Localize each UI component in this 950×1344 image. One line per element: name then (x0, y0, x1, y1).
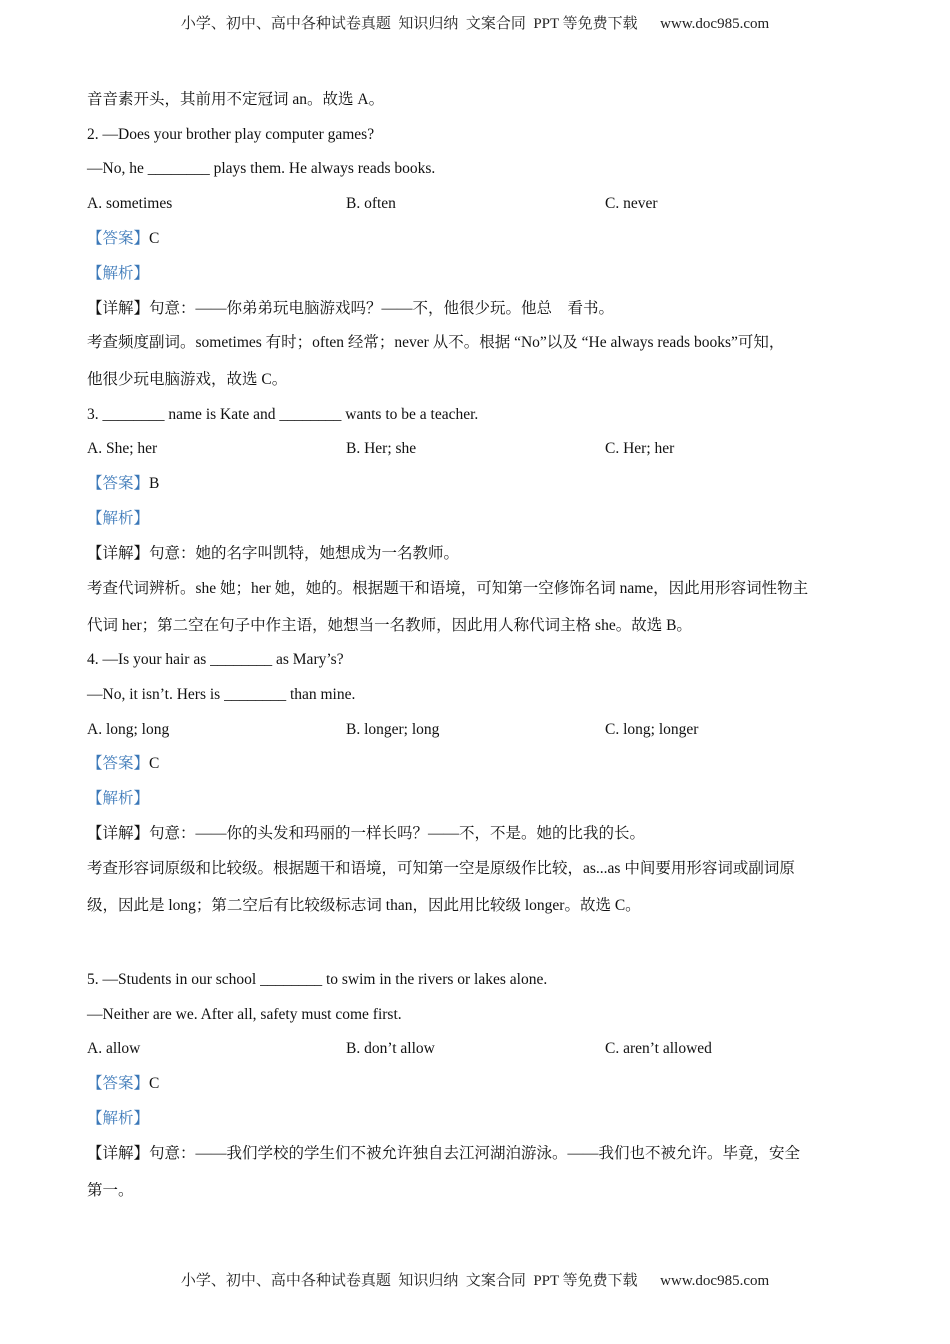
option-c: C. Her; her (605, 440, 675, 457)
question-stem-line: —No, he ________ plays them. He always reads books. (87, 160, 436, 177)
analysis-line (87, 1109, 149, 1129)
detail-line (87, 1144, 800, 1164)
detail-line: 考查形容词原级和比较级。根据题干和语境，可知第一空是原级作比较，as...as 中间要用形容词或副词原 (87, 860, 795, 877)
detail-line: 代词 her；第二空在句子中作主语，她想当一名教师，因此用人称代词主格 she。故选 B。 (87, 617, 692, 634)
detail-line: 考查代词辨析。she 她；her 她，她的。根据题干和语境，可知第一空修饰名词 name，因此用形容词性物主 (87, 580, 809, 597)
detail-line (87, 299, 614, 319)
analysis-line (87, 264, 149, 284)
option-b: B. often (346, 195, 396, 212)
question-stem-line: 4. —Is your hair as ________ as Mary’s? (87, 651, 344, 668)
answer-label: 【答案】 (87, 475, 150, 492)
answer-label: 【答案】 (87, 1075, 150, 1092)
answer-line (87, 474, 159, 494)
option-b: B. longer; long (346, 721, 440, 738)
answer-value: C (149, 755, 160, 772)
option-a: A. long; long (87, 721, 170, 738)
question-stem-line: 3. ________ name is Kate and ________ wants to be a teacher. (87, 406, 479, 423)
detail-line: 他很少玩电脑游戏，故选 C。 (87, 371, 288, 388)
question-stem-line: 2. —Does your brother play computer games? (87, 126, 375, 143)
option-b: B. Her; she (346, 440, 417, 457)
option-c: C. never (605, 195, 658, 212)
detail-label: 【详解】 (87, 545, 150, 562)
question-stem-line: 5. —Students in our school ________ to swim in the rivers or lakes alone. (87, 971, 548, 988)
detail-text: 句意：她的名字叫凯特，她想成为一名教师。 (149, 545, 460, 562)
detail-label: 【详解】 (87, 1145, 150, 1162)
detail-text: 句意：——我们学校的学生们不被允许独自去江河湖泊游泳。——我们也不被允许。毕竟，安全 (149, 1145, 801, 1162)
answer-label: 【答案】 (87, 755, 150, 772)
analysis-label: 【解析】 (87, 265, 150, 282)
page-footer: 小学、初中、高中各种试卷真题 知识归纳 文案合同 PPT 等免费下载 www.doc985.com (180, 1273, 770, 1289)
analysis-label: 【解析】 (87, 1110, 150, 1127)
answer-label: 【答案】 (87, 230, 150, 247)
detail-line (87, 544, 459, 564)
question-stem-line: —Neither are we. After all, safety must come first. (87, 1006, 402, 1023)
analysis-label: 【解析】 (87, 510, 150, 527)
analysis-label: 【解析】 (87, 790, 150, 807)
detail-label: 【详解】 (87, 300, 150, 317)
detail-line (87, 824, 645, 844)
answer-value: C (149, 230, 160, 247)
detail-text: 句意：——你弟弟玩电脑游戏吗？——不，他很少玩。他总 看书。 (149, 300, 615, 317)
option-c: C. aren’t allowed (605, 1040, 712, 1057)
detail-label: 【详解】 (87, 825, 150, 842)
answer-value: B (149, 475, 160, 492)
option-a: A. sometimes (87, 195, 173, 212)
analysis-line (87, 509, 149, 529)
answer-line (87, 229, 159, 249)
detail-line: 级，因此是 long；第二空后有比较级标志词 than，因此用比较级 longer。故选 C。 (87, 897, 641, 914)
option-a: A. She; her (87, 440, 158, 457)
option-a: A. allow (87, 1040, 141, 1057)
detail-text: 句意：——你的头发和玛丽的一样长吗？——不，不是。她的比我的长。 (149, 825, 646, 842)
detail-line: 考查频度副词。sometimes 有时；often 经常；never 从不。根据 “No”以及 “He always reads books”可知， (87, 334, 785, 351)
answer-line (87, 754, 159, 774)
question-stem-line: —No, it isn’t. Hers is ________ than mine. (87, 686, 356, 703)
intro-line: 音音素开头，其前用不定冠词 an。故选 A。 (87, 91, 385, 108)
option-b: B. don’t allow (346, 1040, 435, 1057)
answer-line (87, 1074, 159, 1094)
analysis-line (87, 789, 149, 809)
page-header: 小学、初中、高中各种试卷真题 知识归纳 文案合同 PPT 等免费下载 www.doc985.com (180, 16, 770, 32)
option-c: C. long; longer (605, 721, 699, 738)
detail-line: 第一。 (87, 1182, 134, 1199)
answer-value: C (149, 1075, 160, 1092)
